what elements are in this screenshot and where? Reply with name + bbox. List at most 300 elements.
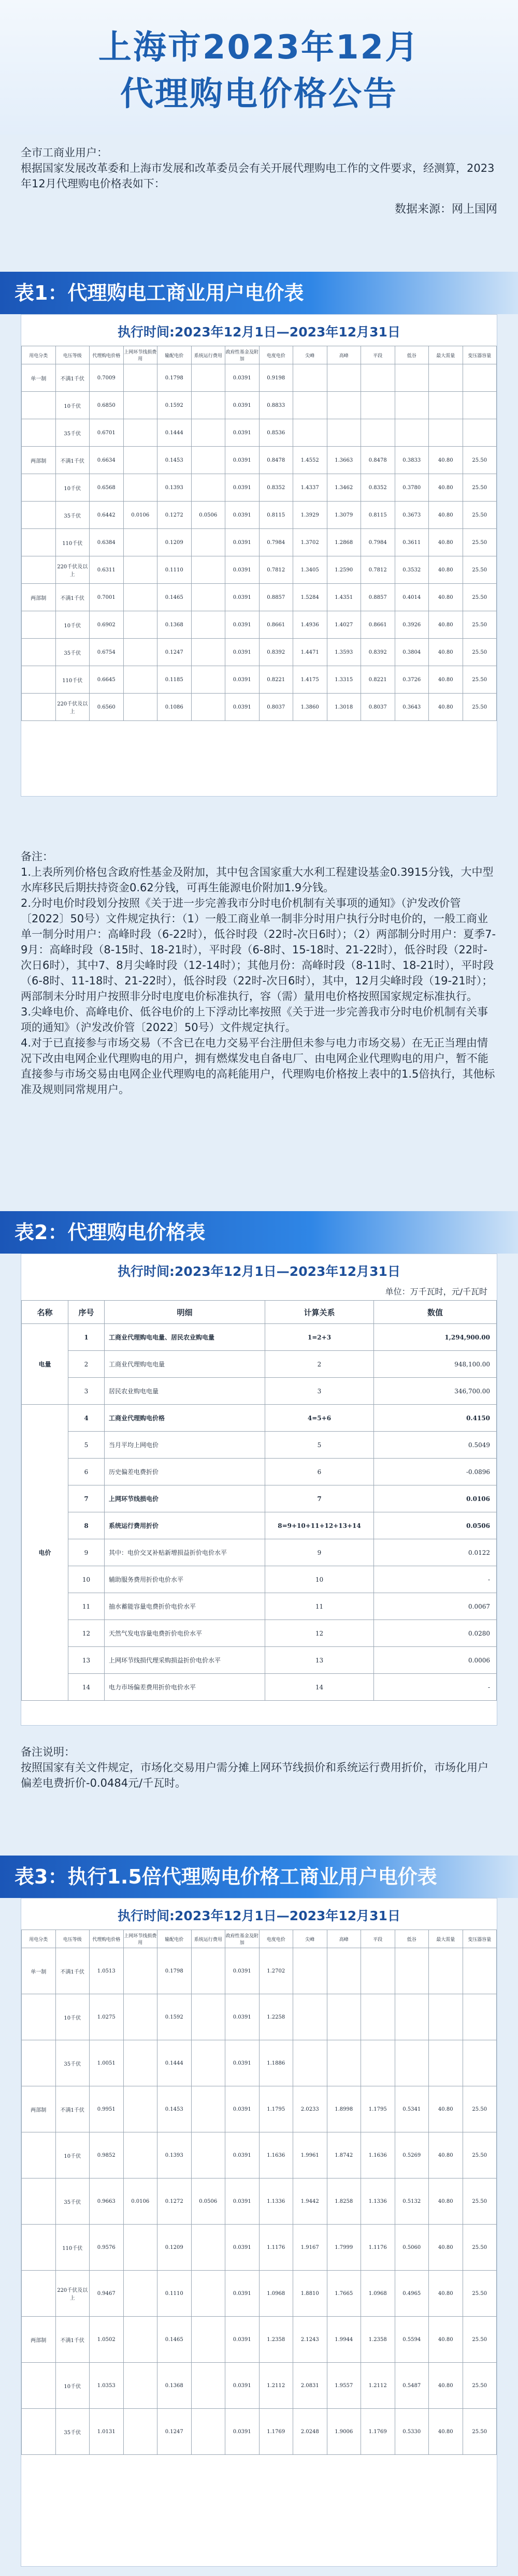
column-header: 最大需量	[429, 1930, 463, 1948]
table-cell: 1.2358	[259, 2317, 293, 2363]
table-cell: 2.0831	[293, 2363, 327, 2409]
table-cell: 1.9944	[327, 2317, 361, 2363]
table-cell	[191, 1948, 225, 1994]
table-cell: 0.7812	[361, 556, 395, 584]
table-cell: 1.0275	[90, 1994, 124, 2040]
table-cell: 0.3673	[395, 502, 429, 529]
table-cell	[361, 1994, 395, 2040]
table-cell: 0.0506	[191, 502, 225, 529]
table-cell: 25.50	[463, 447, 497, 474]
table-cell: 0.8037	[259, 694, 293, 721]
table-row	[22, 1674, 497, 1701]
column-header: 输配电价	[157, 1930, 192, 1948]
column-header: 电度电价	[259, 1930, 293, 1948]
row-calc: 10	[265, 1566, 374, 1593]
table-cell: 35千伏	[55, 2178, 90, 2225]
table-cell	[123, 2040, 157, 2086]
column-header: 变压器容量	[463, 346, 497, 364]
row-detail: 居民农业购电电量	[105, 1378, 265, 1405]
table-cell: 1.5284	[293, 584, 327, 611]
table-cell: 0.0391	[225, 639, 260, 666]
table-cell: 0.1393	[157, 474, 192, 502]
table-cell	[123, 2363, 157, 2409]
table-cell: 40.80	[429, 2178, 463, 2225]
table-cell: 0.1247	[157, 2409, 192, 2455]
table-cell: 1.2702	[259, 1948, 293, 1994]
table-cell	[361, 419, 395, 447]
table-cell: 0.0506	[191, 2178, 225, 2225]
row-calc: 13	[265, 1647, 374, 1674]
table-cell	[429, 2040, 463, 2086]
table-cell: 1.0968	[361, 2271, 395, 2317]
table-cell: 1.1176	[259, 2225, 293, 2271]
table-cell: 0.0391	[225, 502, 260, 529]
table-cell: 40.80	[429, 611, 463, 639]
table-cell: 0.0391	[225, 364, 260, 392]
note-item: 3.尖峰电价、高峰电价、低谷电价的上下浮动比率按照《关于进一步完善我市分时电价机制有关事项的通知》（沪发改价管〔2022〕50号）文件规定执行。	[21, 1006, 488, 1034]
column-header: 低谷	[395, 346, 429, 364]
table-cell: 1.0502	[90, 2317, 124, 2363]
table-cell	[22, 694, 56, 721]
table-cell: 两部制	[22, 584, 56, 611]
table-cell	[327, 419, 361, 447]
table-cell: 0.7984	[361, 529, 395, 556]
row-number: 13	[68, 1647, 105, 1674]
table-cell: 0.6442	[90, 502, 124, 529]
table-cell: 1.8810	[293, 2271, 327, 2317]
table-cell	[123, 2271, 157, 2317]
table-cell: 1.0051	[90, 2040, 124, 2086]
row-number: 4	[68, 1405, 105, 1432]
table-cell: 0.6634	[90, 447, 124, 474]
table-cell	[22, 2225, 56, 2271]
table-cell	[395, 419, 429, 447]
table-cell: 40.80	[429, 2132, 463, 2178]
intro-greeting: 全市工商业用户：	[21, 146, 108, 159]
table-cell	[327, 2040, 361, 2086]
table-row	[22, 1512, 497, 1539]
table-cell: 0.8115	[259, 502, 293, 529]
table-cell: 40.80	[429, 666, 463, 694]
table-cell: 110千伏	[55, 2225, 90, 2271]
table-cell: 0.0391	[225, 474, 260, 502]
row-calc: 3	[265, 1378, 374, 1405]
row-calc: 1=2+3	[265, 1324, 374, 1351]
table2-title: 表2：代理购电价格表	[0, 1211, 518, 1254]
table-cell: 不满1千伏	[55, 447, 90, 474]
table-cell: 1.4337	[293, 474, 327, 502]
table-cell: 单一制	[22, 364, 56, 392]
table-cell: 0.8661	[259, 611, 293, 639]
column-header: 代理购电价格	[90, 1930, 124, 1948]
page-title-line2: 代理购电价格公告	[120, 75, 398, 113]
table-cell: 25.50	[463, 584, 497, 611]
row-calc: 2	[265, 1351, 374, 1378]
column-header: 平段	[361, 346, 395, 364]
table-cell: 0.1272	[157, 502, 192, 529]
table-cell: 0.8352	[259, 474, 293, 502]
table-cell	[22, 556, 56, 584]
table-cell: 1.3079	[327, 502, 361, 529]
table-cell	[395, 1994, 429, 2040]
table-cell	[429, 1994, 463, 2040]
table-row	[22, 2409, 497, 2455]
table1-grid	[21, 346, 497, 721]
table-row	[22, 639, 497, 666]
table-cell: 35千伏	[55, 419, 90, 447]
table-cell: 25.50	[463, 694, 497, 721]
table-cell	[22, 639, 56, 666]
table-cell	[123, 474, 157, 502]
table-cell: 0.0106	[123, 502, 157, 529]
table-cell: 1.1886	[259, 2040, 293, 2086]
row-value: 346,700.00	[374, 1378, 497, 1405]
table-cell: 1.9006	[327, 2409, 361, 2455]
table-row	[22, 419, 497, 447]
row-detail: 抽水蓄能容量电费折价电价水平	[105, 1593, 265, 1620]
table-row	[22, 1539, 497, 1566]
table-cell: 10千伏	[55, 1994, 90, 2040]
table-cell: 25.50	[463, 556, 497, 584]
table-cell: 10千伏	[55, 474, 90, 502]
table-cell: 两部制	[22, 447, 56, 474]
table-cell	[123, 666, 157, 694]
table1-title: 表1：代理购电工商业用户电价表	[0, 272, 518, 314]
table-cell: 0.1247	[157, 639, 192, 666]
table-cell	[123, 419, 157, 447]
row-number: 6	[68, 1459, 105, 1485]
intro-block	[0, 135, 518, 223]
column-header: 高峰	[327, 346, 361, 364]
table-cell: 0.8392	[361, 639, 395, 666]
table-row	[22, 1620, 497, 1647]
table-row	[22, 2086, 497, 2132]
table-cell: 1.9557	[327, 2363, 361, 2409]
table-cell: 40.80	[429, 694, 463, 721]
table-cell: 0.9198	[259, 364, 293, 392]
column-header: 数值	[374, 1301, 497, 1324]
table-row	[22, 392, 497, 419]
table-cell: 0.8536	[259, 419, 293, 447]
table-row	[22, 502, 497, 529]
row-calc: 5	[265, 1432, 374, 1459]
table-cell: 25.50	[463, 2086, 497, 2132]
table-cell: 0.5487	[395, 2363, 429, 2409]
table-row	[22, 474, 497, 502]
table-cell: 1.7665	[327, 2271, 361, 2317]
row-value: 0.0006	[374, 1647, 497, 1674]
row-value: 1,294,900.00	[374, 1324, 497, 1351]
table-cell	[395, 392, 429, 419]
column-header: 系统运行费用	[191, 346, 225, 364]
table-cell: 35千伏	[55, 502, 90, 529]
table-cell: 35千伏	[55, 639, 90, 666]
table-cell: 0.9467	[90, 2271, 124, 2317]
table-cell: 1.3462	[327, 474, 361, 502]
notes1	[0, 849, 518, 1097]
table-cell: 1.2868	[327, 529, 361, 556]
table-cell	[123, 1948, 157, 1994]
table-cell: 0.1185	[157, 666, 192, 694]
table-cell: 0.0106	[123, 2178, 157, 2225]
table-cell: 0.0391	[225, 2271, 260, 2317]
table-cell: 1.2258	[259, 1994, 293, 2040]
table-cell	[293, 419, 327, 447]
row-number: 8	[68, 1512, 105, 1539]
table-cell: 0.8478	[361, 447, 395, 474]
table-cell: 不满1千伏	[55, 2086, 90, 2132]
table-cell	[22, 666, 56, 694]
table-cell: 0.8833	[259, 392, 293, 419]
table-cell: 0.1272	[157, 2178, 192, 2225]
row-detail: 辅助服务费用折价电价水平	[105, 1566, 265, 1593]
table-cell: 2.1243	[293, 2317, 327, 2363]
table-cell	[22, 2271, 56, 2317]
table-cell	[463, 392, 497, 419]
table-cell	[22, 502, 56, 529]
table-cell: 1.1636	[259, 2132, 293, 2178]
column-header: 政府性基金及附加	[225, 346, 260, 364]
table-cell: 0.8857	[361, 584, 395, 611]
table-cell: 0.1086	[157, 694, 192, 721]
table-cell: 1.3860	[293, 694, 327, 721]
table-cell	[22, 2040, 56, 2086]
table-cell	[293, 1994, 327, 2040]
row-number: 3	[68, 1378, 105, 1405]
table-cell	[191, 584, 225, 611]
table-row	[22, 1432, 497, 1459]
table-cell: 0.6384	[90, 529, 124, 556]
table-cell: 35千伏	[55, 2409, 90, 2455]
table-cell: 0.0391	[225, 611, 260, 639]
table-row	[22, 2363, 497, 2409]
table-cell: 40.80	[429, 584, 463, 611]
row-number: 14	[68, 1674, 105, 1701]
table-cell	[123, 364, 157, 392]
table-cell: 1.8998	[327, 2086, 361, 2132]
table-cell: 0.1209	[157, 2225, 192, 2271]
notes1-section	[0, 849, 518, 1097]
table-cell: 0.0391	[225, 2363, 260, 2409]
table-row	[22, 611, 497, 639]
table-cell	[293, 364, 327, 392]
table-cell: 1.1336	[259, 2178, 293, 2225]
table-cell: 0.0391	[225, 1994, 260, 2040]
table-row	[22, 2040, 497, 2086]
table-cell: 40.80	[429, 2271, 463, 2317]
table-cell: 0.3804	[395, 639, 429, 666]
table-row	[22, 1351, 497, 1378]
table-cell: 0.5594	[395, 2317, 429, 2363]
table-row	[22, 1405, 497, 1432]
table-cell: 不满1千伏	[55, 364, 90, 392]
table-cell: 两部制	[22, 2317, 56, 2363]
table-cell: 0.4965	[395, 2271, 429, 2317]
table3-grid	[21, 1930, 497, 2455]
table-cell	[22, 1994, 56, 2040]
table-cell: 0.6568	[90, 474, 124, 502]
row-value: 0.0106	[374, 1485, 497, 1512]
table-cell: 35千伏	[55, 2040, 90, 2086]
column-header: 上网环节线损费用	[123, 1930, 157, 1948]
table-cell	[22, 2132, 56, 2178]
row-detail: 其中：电价交叉补贴新增损益折价电价水平	[105, 1539, 265, 1566]
table-cell: 0.0391	[225, 2225, 260, 2271]
table-cell: 0.7009	[90, 364, 124, 392]
table-cell: 1.1336	[361, 2178, 395, 2225]
data-source: 数据来源：网上国网	[394, 203, 497, 216]
table-cell: 40.80	[429, 502, 463, 529]
table-cell: 0.6560	[90, 694, 124, 721]
table-cell: 1.1176	[361, 2225, 395, 2271]
table-cell: 1.9961	[293, 2132, 327, 2178]
table-row	[22, 1324, 497, 1351]
row-value: -	[374, 1566, 497, 1593]
table-cell: 25.50	[463, 639, 497, 666]
table-cell	[191, 2132, 225, 2178]
row-calc: 12	[265, 1620, 374, 1647]
table-cell: 10千伏	[55, 392, 90, 419]
table-cell	[123, 447, 157, 474]
table-cell: 110千伏	[55, 666, 90, 694]
table-cell: 0.0391	[225, 392, 260, 419]
group-label: 电量	[22, 1324, 68, 1405]
row-detail: 电力市场偏差费用折价电价水平	[105, 1674, 265, 1701]
table-cell: 0.5269	[395, 2132, 429, 2178]
row-detail: 系统运行费用折价	[105, 1512, 265, 1539]
table-cell	[191, 611, 225, 639]
column-header: 用电分类	[22, 346, 56, 364]
table-cell: 不满1千伏	[55, 584, 90, 611]
column-header: 序号	[68, 1301, 105, 1324]
table-cell: 25.50	[463, 2225, 497, 2271]
table-cell: 1.8258	[327, 2178, 361, 2225]
table2-card	[21, 1254, 497, 1726]
table-cell: 0.1465	[157, 2317, 192, 2363]
row-calc: 8=9+10+11+12+13+14	[265, 1512, 374, 1539]
row-value: 0.0122	[374, 1539, 497, 1566]
table-cell: 0.9576	[90, 2225, 124, 2271]
table-cell: 0.3833	[395, 447, 429, 474]
table-cell: 1.1769	[361, 2409, 395, 2455]
row-detail: 天然气发电容量电费折价电价水平	[105, 1620, 265, 1647]
table-cell: 25.50	[463, 2409, 497, 2455]
table-cell: 0.6850	[90, 392, 124, 419]
table-cell: 0.6311	[90, 556, 124, 584]
table-cell	[191, 2409, 225, 2455]
column-header: 系统运行费用	[191, 1930, 225, 1948]
table-cell	[123, 2086, 157, 2132]
table-cell: 1.3929	[293, 502, 327, 529]
table-cell: 0.6701	[90, 419, 124, 447]
table-cell: 25.50	[463, 2317, 497, 2363]
table-cell: 0.1368	[157, 611, 192, 639]
row-detail: 工商业代理购电电量	[105, 1351, 265, 1378]
table-cell: 25.50	[463, 2132, 497, 2178]
table-cell: 0.1453	[157, 2086, 192, 2132]
table3-exec-time: 执行时间:2023年12月1日—2023年12月31日	[118, 1908, 400, 1923]
table-row	[22, 2225, 497, 2271]
table-cell: 0.1798	[157, 364, 192, 392]
table-cell: 0.1110	[157, 2271, 192, 2317]
notes2-section	[0, 1744, 518, 1791]
table-cell	[191, 2271, 225, 2317]
table-cell	[191, 666, 225, 694]
table-cell: 1.2112	[361, 2363, 395, 2409]
table-cell: 0.0391	[225, 529, 260, 556]
row-detail: 上网环节线损代理采购损益折价电价水平	[105, 1647, 265, 1674]
table-cell	[22, 392, 56, 419]
table-cell: 25.50	[463, 502, 497, 529]
table-cell: 0.5341	[395, 2086, 429, 2132]
table-cell	[191, 2040, 225, 2086]
table-cell: 1.9442	[293, 2178, 327, 2225]
column-header: 尖峰	[293, 1930, 327, 1948]
table-cell: 0.3726	[395, 666, 429, 694]
column-header: 平段	[361, 1930, 395, 1948]
table-cell: 0.4014	[395, 584, 429, 611]
table-cell: 1.4936	[293, 611, 327, 639]
table-cell: 1.4552	[293, 447, 327, 474]
table-row	[22, 529, 497, 556]
table-cell: 25.50	[463, 529, 497, 556]
table-cell: 0.5060	[395, 2225, 429, 2271]
table-cell: 0.0391	[225, 2317, 260, 2363]
table-cell: 1.3663	[327, 447, 361, 474]
table-cell	[463, 1994, 497, 2040]
table-cell	[191, 364, 225, 392]
table-cell: 25.50	[463, 666, 497, 694]
table-cell	[123, 2225, 157, 2271]
table-row	[22, 1593, 497, 1620]
table-cell	[191, 2225, 225, 2271]
table-cell: 1.9167	[293, 2225, 327, 2271]
table-cell: 10千伏	[55, 2363, 90, 2409]
table-cell: 0.3780	[395, 474, 429, 502]
table-cell: 1.3018	[327, 694, 361, 721]
table-cell	[191, 419, 225, 447]
page-title-line1: 上海市2023年12月	[98, 28, 420, 67]
column-header: 电压等级	[55, 346, 90, 364]
table-cell	[123, 694, 157, 721]
table-cell: 1.3593	[327, 639, 361, 666]
table-row	[22, 1994, 497, 2040]
table-cell: 10千伏	[55, 611, 90, 639]
table-cell	[191, 2363, 225, 2409]
column-header: 输配电价	[157, 346, 192, 364]
row-calc: 4=5+6	[265, 1405, 374, 1432]
table-cell	[429, 1948, 463, 1994]
table-cell	[327, 364, 361, 392]
table-cell: 0.8115	[361, 502, 395, 529]
hero-banner	[0, 0, 518, 135]
table-cell	[191, 474, 225, 502]
table-cell	[22, 611, 56, 639]
row-detail: 历史偏差电费折价	[105, 1459, 265, 1485]
table-cell	[22, 2363, 56, 2409]
table-cell: 1.3702	[293, 529, 327, 556]
table-cell	[123, 2409, 157, 2455]
table-row	[22, 1566, 497, 1593]
table-cell	[123, 556, 157, 584]
column-header: 明细	[105, 1301, 265, 1324]
table-cell: 0.0391	[225, 447, 260, 474]
table-row	[22, 1378, 497, 1405]
column-header: 电度电价	[259, 346, 293, 364]
table-cell: 0.8478	[259, 447, 293, 474]
table-cell: 不满1千伏	[55, 1948, 90, 1994]
table-cell	[191, 392, 225, 419]
